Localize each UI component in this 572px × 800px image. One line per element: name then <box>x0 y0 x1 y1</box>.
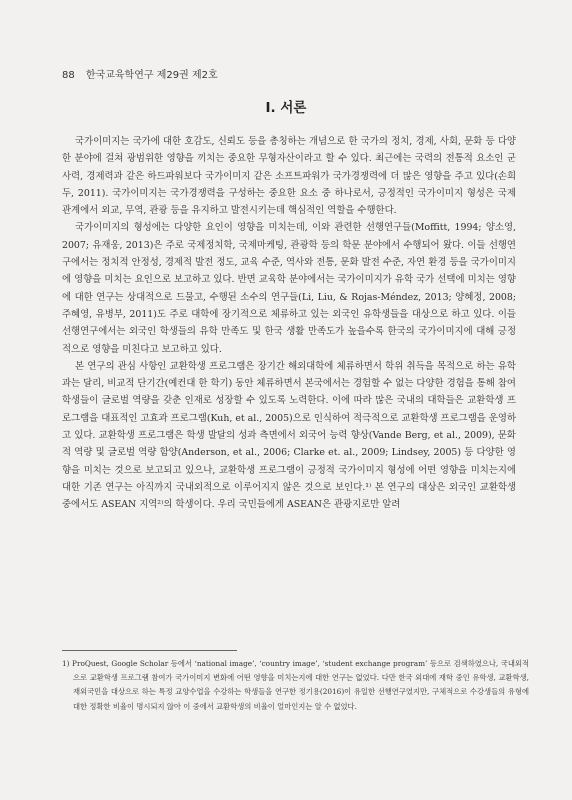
body-text <box>62 133 516 514</box>
footnote-divider <box>62 650 237 651</box>
paragraph-3: 본 연구의 관심 사항인 교환학생 프로그램은 장기간 해외대학에 체류하면서 학위 취득을 목적으로 하는 유학과는 달리, 비교적 단기간(예컨대 한 학기) 동안 체류하면서 본국에서는 경험할 수 없는 다양한 경험을 통해 참여학생들이 글로벌 역량을 갖춘 인재로 성장할 수 있도록 노력한다. 이에 따라 많은 국내의 대학들은 교환학생 프로그램을 대표적인 고효과 프로그램(Kuh, et al., 2005)으로 인식하여 적극적으로 교환학생 프로그램을 운영하고 있다. 교환학생 프로그램은 학생 발달의 성과 측면에서 외국어 능력 향상(Vande Berg, et al., 2009), 문화적 역량 및 글로벌 역량 함양(Anderson, et al., 2006; Clarke et. al., 2009; Lindsey, 2005) 등 다양한 영향을 미치는 것으로 보고되고 있으나, 교환학생 프로그램이 긍정적 국가이미지 형성에 어떤 영향을 미치는지에 대한 기존 연구는 아직까지 국내외적으로 이루어지지 않은 것으로 보인다.¹⁾ 본 연구의 대상은 외국인 교환학생 중에서도 ASEAN 지역²⁾의 학생이다. 우리 국민들에게 ASEAN은 관광지로만 알려 <box>62 360 516 511</box>
paragraph-1: 국가이미지는 국가에 대한 호감도, 신뢰도 등을 총칭하는 개념으로 한 국가의 정치, 경제, 사회, 문화 등 다양한 분야에 걸쳐 광범위한 영향을 끼치는 중요한 무형자산이라고 할 수 있다. 최근에는 국력의 전통적 요소인 군사력, 경제력과 같은 하드파워보다 국가이미지 같은 소프트파워가 국가경쟁력에 더 많은 영향을 주고 있다(손희두, 2011). 국가이미지는 국가경쟁력을 구성하는 중요한 요소 중 하나로서, 긍정적인 국가이미지 형성은 국제 관계에서 외교, 무역, 관광 등을 유지하고 발전시키는데 핵심적인 역할을 수행한다. <box>62 136 516 217</box>
journal-title: 한국교육학연구 제29권 제2호 <box>85 70 218 81</box>
running-header <box>62 66 218 81</box>
footnote: 1) ProQuest, Google Scholar 등에서 ‘national image’, ‘country image’, ‘student exchange program’ 등으로 검색하였으나, 국내외적으로 교환학생 프로그램 참여가 국가이미지 변화에 어떤 영향을 미치는지에 대한 연구는 없었다. 다만 한국 외대에 재학 중인 유학생, 교환학생, 재외국민을 대상으로 하는 특정 교양수업을 수강하는 학생들을 연구한 정기용(2016)이 유일한 선행연구였지만, 구체적으로 수강생들의 유형에 대한 정확한 비율이 명시되지 않아 이 중에서 교환학생의 비율이 얼마인지는 알 수 없었다. <box>62 659 529 711</box>
paragraph-2: 국가이미지의 형성에는 다양한 요인이 영향을 미치는데, 이와 관련한 선행연구들(Moffitt, 1994; 양소영, 2007; 유재웅, 2013)은 주로 국제정치학, 국제마케팅, 관광학 등의 학문 분야에서 수행되어 왔다. 이들 선행연구에서는 정치적 안정성, 경제적 발전 정도, 교육 수준, 역사와 전통, 문화 발전 수준, 자연 환경 등을 국가이미지에 영향을 미치는 요인으로 보고하고 있다. 반면 교육학 분야에서는 국가이미지가 유학 국가 선택에 미치는 영향에 대한 연구는 상대적으로 드물고, 수행된 소수의 연구들(Li, Liu, & Rojas-Méndez, 2013; 양혜정, 2008; 주혜영, 유병부, 2011)도 주로 대학에 장기적으로 체류하고 있는 외국인 유학생들을 대상으로 하고 있다. 이들 선행연구에서는 외국인 학생들의 유학 만족도 및 한국 생활 만족도가 높을수록 한국의 국가이미지에 대해 긍정적으로 영향을 미친다고 보고하고 있다. <box>62 222 516 355</box>
section-title: Ⅰ. 서론 <box>265 100 307 116</box>
page-number: 88 <box>62 70 75 81</box>
